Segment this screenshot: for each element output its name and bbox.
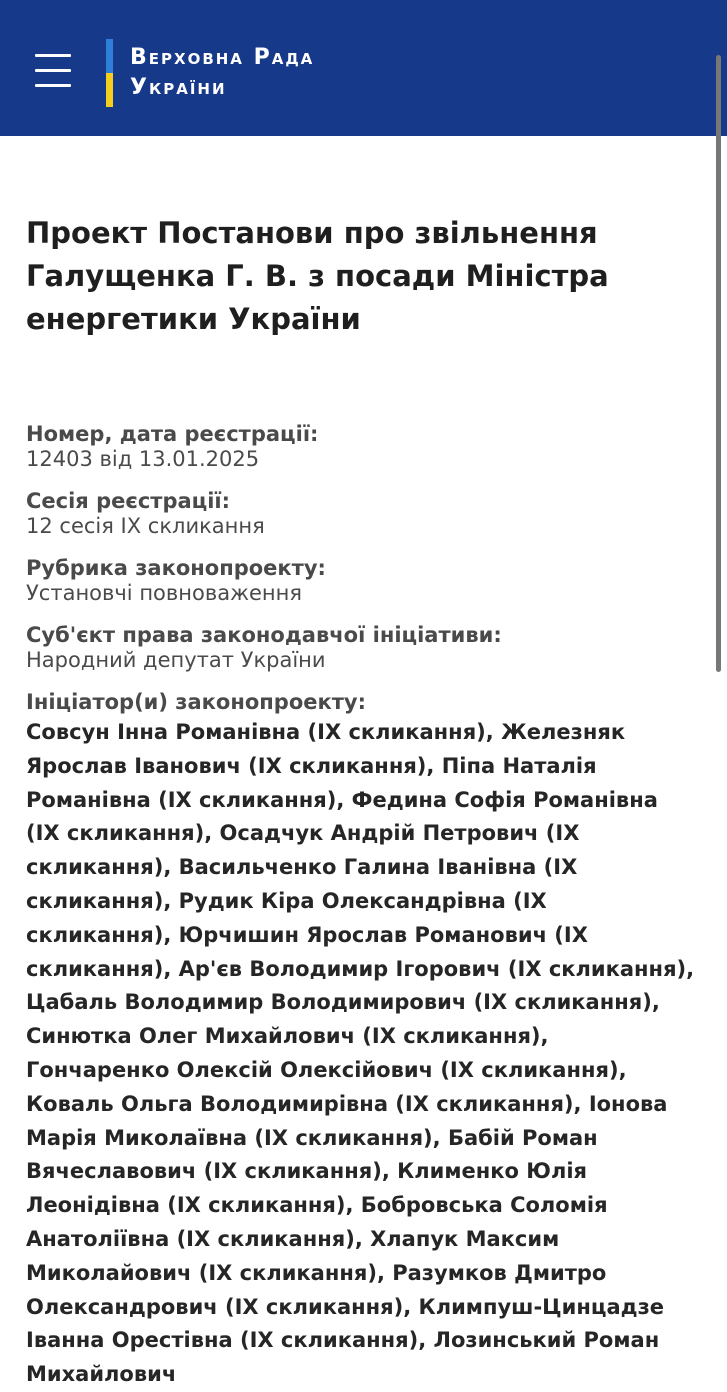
- flag-blue-stripe: [106, 39, 113, 73]
- field-label: Сесія реєстрації:: [26, 489, 231, 513]
- field-label: Рубрика законопроекту:: [26, 556, 326, 580]
- flag-yellow-stripe: [106, 73, 113, 107]
- logo-text: [130, 43, 314, 103]
- logo-line-1: Верховна Рада: [130, 45, 315, 70]
- initiators-field: [26, 690, 706, 1392]
- site-header: [0, 0, 727, 136]
- menu-line: [35, 69, 71, 72]
- main-content: [26, 212, 706, 1392]
- site-logo[interactable]: [106, 39, 314, 107]
- bill-metadata: [26, 422, 706, 1392]
- bill-title: Проект Постанови про звільнення Галущенка Г. В. з посади Міністра енергетики України: [26, 216, 609, 336]
- field-value: Народний депутат України: [26, 648, 326, 672]
- field-value: Установчі повноваження: [26, 581, 303, 605]
- initiators-list: Совсун Інна Романівна (IX скликання), Железняк Ярослав Іванович (IX скликання), Піпа Наталія Романівна (IX скликання), Федина Софія Романівна (IX скликання), Осадчук Андрій Петрович (IX скликання), Васильченко Галина Іванівна (IX скликання), Рудик Кіра Олександрівна (IX скликання), Юрчишин Ярослав Романович (IX скликання), Ар'єв Володимир Ігорович (IX скликання), Цабаль Володимир Володимирович (IX скликання), Синютка Олег Михайлович (IX скликання), Гончаренко Олексій Олексійович (IX скликання), Коваль Ольга Володимирівна (IX скликання), Іонова Марія Миколаївна (IX скликання), Бабій Роман Вячеславович (IX скликання), Клименко Юлія Леонідівна (IX скликання), Бобровська Соломія Анатоліївна (IX скликання), Хлапук Максим Миколайович (IX скликання), Разумков Дмитро Олександрович (IX скликання), Климпуш-Цинцадзе Іванна Орестівна (IX скликання), Лозинський Роман Михайлович: [26, 720, 695, 1387]
- subject-field: [26, 623, 706, 672]
- hamburger-menu-icon[interactable]: [35, 54, 71, 88]
- field-value: 12 сесія IX скликання: [26, 514, 265, 538]
- field-label: Номер, дата реєстрації:: [26, 422, 319, 446]
- menu-line: [35, 54, 71, 57]
- scrollbar[interactable]: [716, 55, 721, 672]
- field-label: Суб'єкт права законодавчої ініціативи:: [26, 623, 502, 647]
- initiators-label: Ініціатор(и) законопроекту:: [26, 690, 367, 714]
- field-value: 12403 від 13.01.2025: [26, 447, 260, 471]
- ukraine-flag-icon: [106, 39, 113, 107]
- session-field: [26, 489, 706, 538]
- menu-line: [35, 84, 71, 87]
- logo-line-2: України: [130, 75, 227, 100]
- rubric-field: [26, 556, 706, 605]
- registration-field: [26, 422, 706, 471]
